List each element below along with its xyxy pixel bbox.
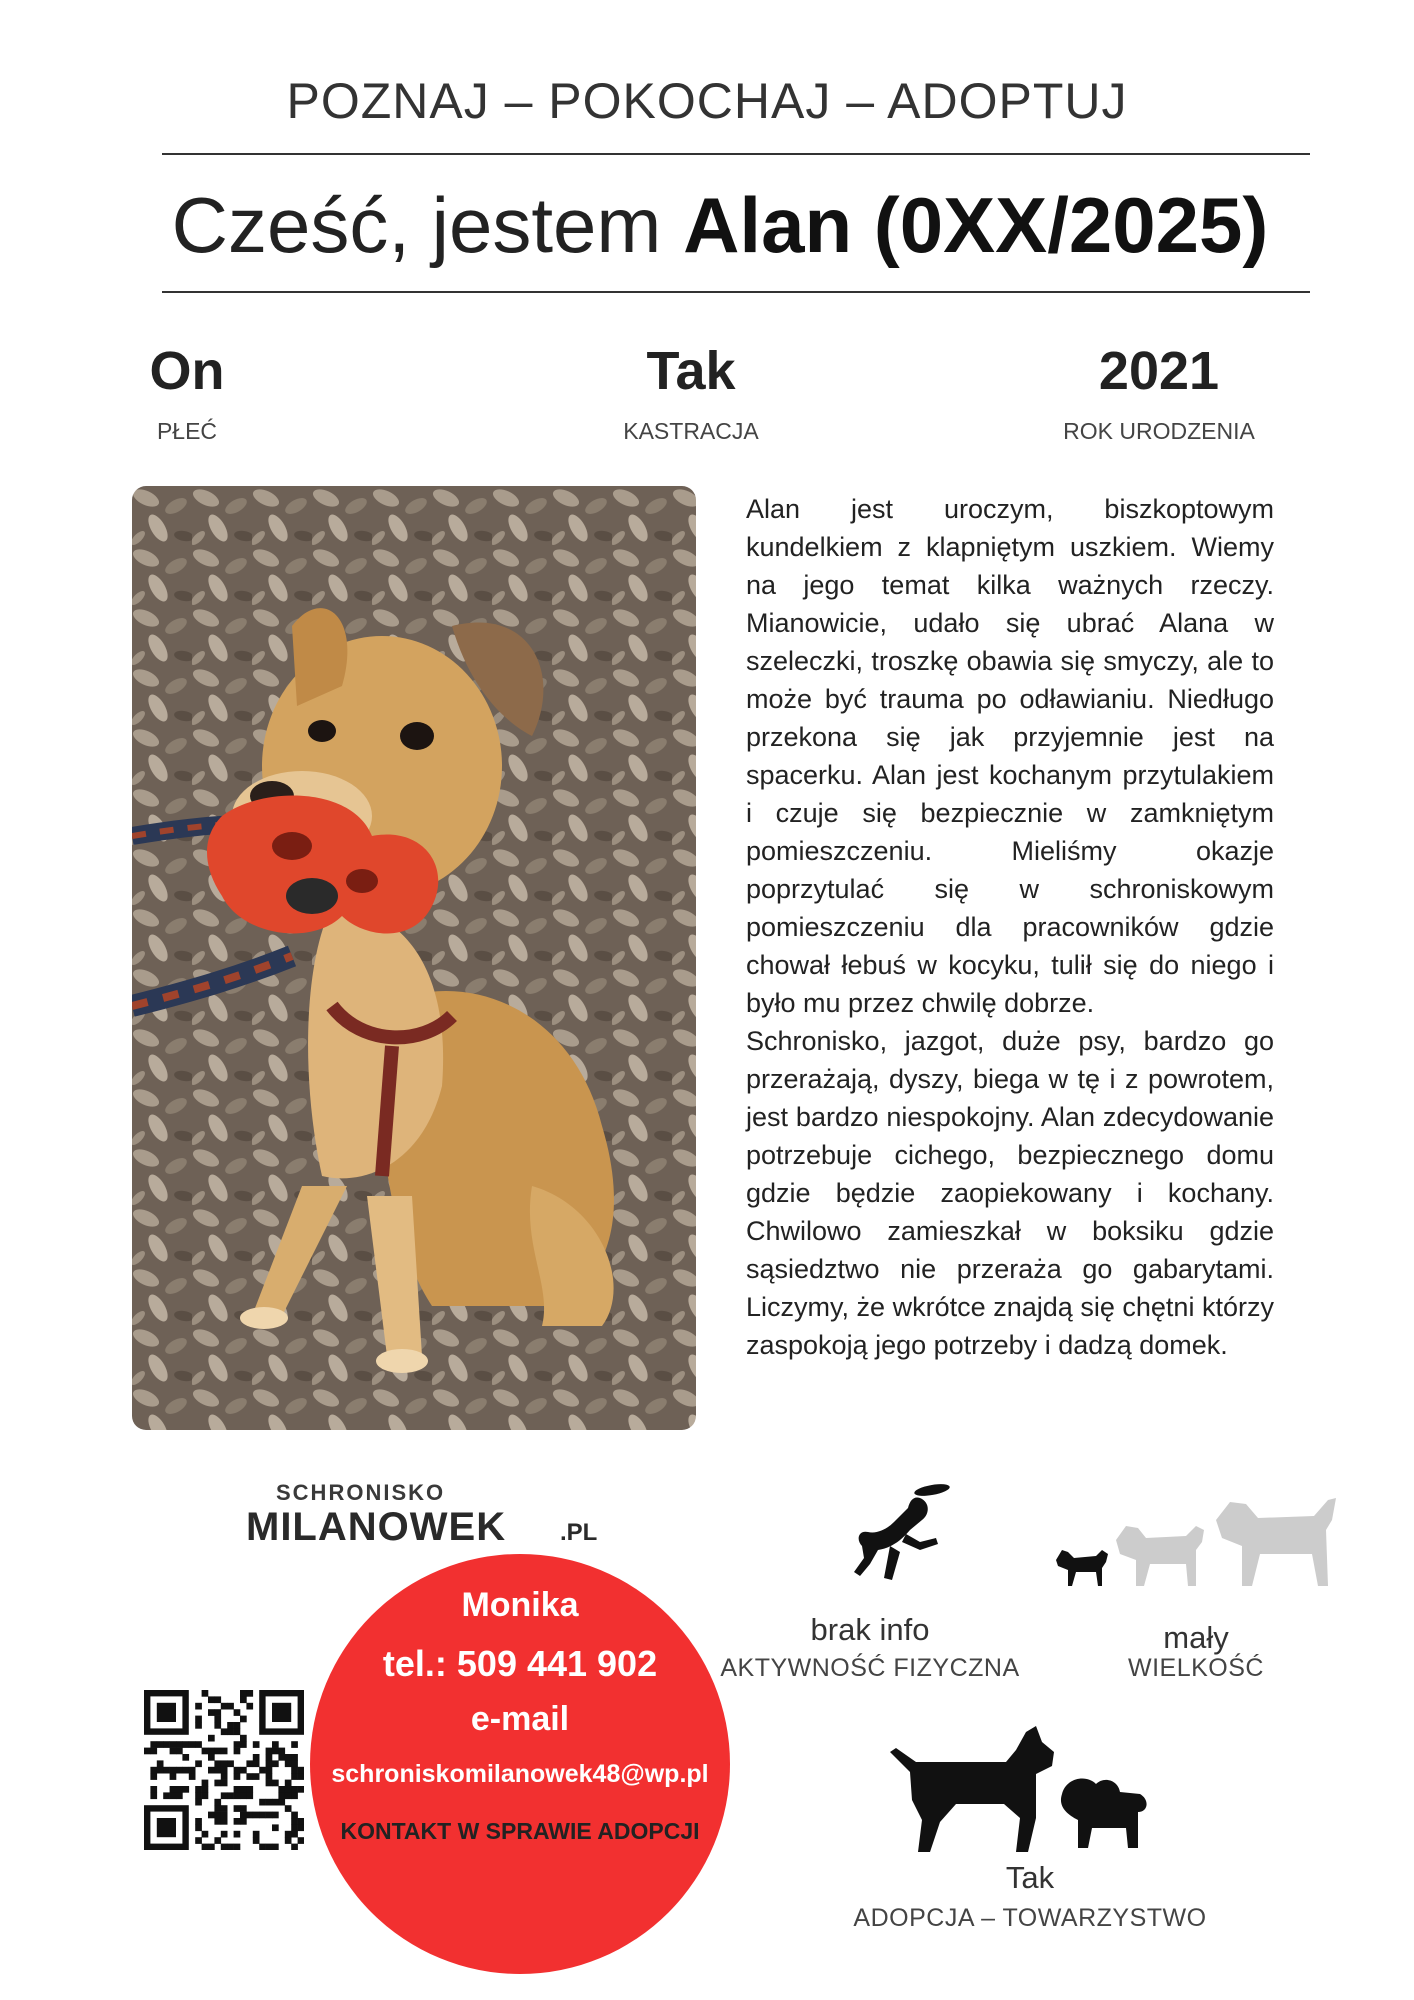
qr-module (266, 1812, 273, 1819)
qr-module (291, 1831, 298, 1838)
qr-module (266, 1767, 273, 1774)
qr-module (189, 1767, 196, 1774)
qr-module (221, 1773, 228, 1780)
qr-module (298, 1786, 304, 1793)
qr-module (278, 1799, 285, 1806)
qr-module (240, 1786, 247, 1793)
qr-module (272, 1844, 279, 1850)
qr-module (150, 1748, 157, 1755)
qr-module (240, 1741, 247, 1748)
qr-finder (157, 1818, 176, 1837)
qr-module (195, 1824, 202, 1831)
qr-module (208, 1767, 215, 1774)
birth-year-value: 2021 (1098, 341, 1220, 401)
qr-module (234, 1741, 241, 1748)
companionship-value: Tak (1005, 1860, 1055, 1895)
qr-module (150, 1786, 157, 1793)
qr-module (182, 1786, 189, 1793)
qr-module (221, 1728, 228, 1735)
qr-module (291, 1741, 298, 1748)
qr-module (246, 1703, 253, 1710)
qr-module (214, 1722, 221, 1729)
qr-module (221, 1760, 228, 1767)
qr-module (291, 1818, 298, 1825)
qr-module (214, 1716, 221, 1723)
qr-module (221, 1831, 228, 1838)
qr-module (253, 1741, 260, 1748)
qr-module (234, 1786, 241, 1793)
qr-module (234, 1792, 241, 1799)
qr-module (246, 1773, 253, 1780)
qr-module (182, 1767, 189, 1774)
qr-module (202, 1844, 209, 1850)
qr-module (298, 1767, 304, 1774)
qr-module (195, 1716, 202, 1723)
qr-module (272, 1748, 279, 1755)
birth-year-label: ROK URODZENIA (1063, 418, 1255, 444)
qr-module (234, 1773, 241, 1780)
qr-module (259, 1812, 266, 1819)
qr-module (291, 1824, 298, 1831)
qr-module (227, 1703, 234, 1710)
qr-module (253, 1760, 260, 1767)
qr-module (291, 1844, 298, 1850)
qr-module (227, 1844, 234, 1850)
qr-module (214, 1805, 221, 1812)
qr-module (272, 1780, 279, 1787)
qr-module (214, 1709, 221, 1716)
qr-module (202, 1780, 209, 1787)
qr-module (266, 1773, 273, 1780)
qr-module (163, 1767, 170, 1774)
qr-module (221, 1805, 228, 1812)
qr-module (266, 1748, 273, 1755)
description-paragraph-2: Schronisko, jazgot, duże psy, bardzo go przerażają, dyszy, biega w tę i z powrotem, jest bardzo niespokojny. Alan zdecydowanie potrzebuje cichego, bezpiecznego domu gdzie będzie zaopiekowany i kochany. Chwilowo zamieszkał w boksiku gdzie sąsiedztwo nie przeraża go gabarytami. Liczymy, że wkrótce znajdą się chętni którzy zaspokoją jego potrzeby i dadzą domek. (746, 1026, 1274, 1360)
qr-module (195, 1760, 202, 1767)
qr-module (195, 1792, 202, 1799)
qr-module (253, 1837, 260, 1844)
adoption-contact-note: KONTAKT W SPRAWIE ADOPCJI (340, 1818, 700, 1844)
qr-module (157, 1767, 164, 1774)
logo-line1: SCHRONISKO (276, 1480, 446, 1505)
qr-module (240, 1818, 247, 1825)
qr-module (291, 1773, 298, 1780)
qr-module (291, 1767, 298, 1774)
qr-module (157, 1741, 164, 1748)
qr-module (202, 1831, 209, 1838)
qr-module (221, 1818, 228, 1825)
companionship-label: ADOPCJA – TOWARZYSTWO (853, 1904, 1207, 1932)
qr-module (285, 1831, 292, 1838)
qr-module (234, 1844, 241, 1850)
qr-module (278, 1786, 285, 1793)
qr-module (266, 1799, 273, 1806)
qr-module (298, 1824, 304, 1831)
qr-module (234, 1722, 241, 1729)
qr-module (259, 1844, 266, 1850)
qr-module (278, 1754, 285, 1761)
qr-module (234, 1767, 241, 1774)
qr-module (208, 1709, 215, 1716)
dog-photo (132, 486, 696, 1430)
qr-module (170, 1767, 177, 1774)
qr-module (298, 1837, 304, 1844)
qr-module (182, 1754, 189, 1761)
top-divider (162, 153, 1310, 155)
castration-value: Tak (646, 341, 736, 401)
qr-module (278, 1748, 285, 1755)
qr-module (163, 1792, 170, 1799)
qr-module (202, 1792, 209, 1799)
qr-module (291, 1812, 298, 1819)
qr-module (266, 1760, 273, 1767)
qr-module (208, 1754, 215, 1761)
logo-line2: MILANOWEK (246, 1505, 507, 1549)
qr-module (246, 1812, 253, 1819)
sex-label: PŁEĆ (156, 418, 218, 444)
qr-module (234, 1831, 241, 1838)
qr-module (208, 1735, 215, 1742)
qr-module (253, 1754, 260, 1761)
qr-module (163, 1741, 170, 1748)
qr-module (208, 1812, 215, 1819)
qr-module (195, 1703, 202, 1710)
qr-module (221, 1792, 228, 1799)
qr-module (246, 1760, 253, 1767)
qr-module (266, 1844, 273, 1850)
qr-module (195, 1799, 202, 1806)
qr-module (214, 1767, 221, 1774)
qr-module (202, 1748, 209, 1755)
qr-module (291, 1754, 298, 1761)
qr-module (234, 1728, 241, 1735)
qr-module (240, 1735, 247, 1742)
qr-module (240, 1690, 247, 1697)
qr-module (246, 1690, 253, 1697)
contact-email[interactable]: schroniskomilanowek48@wp.pl (331, 1760, 709, 1788)
qr-module (291, 1760, 298, 1767)
qr-module (170, 1741, 177, 1748)
qr-module (170, 1773, 177, 1780)
qr-module (202, 1690, 209, 1697)
qr-module (253, 1812, 260, 1819)
qr-module (208, 1748, 215, 1755)
qr-module (227, 1792, 234, 1799)
qr-module (234, 1748, 241, 1755)
qr-module (208, 1844, 215, 1850)
jumping-dog-frisbee-icon (850, 1480, 970, 1600)
qr-module (298, 1818, 304, 1825)
page-title (0, 180, 1414, 271)
qr-module (221, 1748, 228, 1755)
qr-module (285, 1837, 292, 1844)
qr-module (214, 1696, 221, 1703)
qr-module (285, 1792, 292, 1799)
qr-module (150, 1741, 157, 1748)
qr-module (285, 1805, 292, 1812)
qr-module (246, 1786, 253, 1793)
castration-label: KASTRACJA (623, 418, 759, 444)
qr-module (259, 1799, 266, 1806)
description-paragraph-1: Alan jest uroczym, biszkoptowym kundelkiem z klapniętym uszkiem. Wiemy na jego temat kilka ważnych rzeczy. Mianowicie, udało się ubrać Alana w szeleczki, troszkę obawia się smyczy, ale to może być trauma po odławianiu. Niedługo przekona się jak przyjemnie jest na spacerku. Alan jest kochanym przytulakiem i czuje się bezpiecznie w zamkniętym pomieszczeniu. Mieliśmy okazje poprzytulać się w schroniskowym pomieszczeniu dla pracowników gdzie chował łebuś w kocyku, tulił się do niego i było mu przez chwilę dobrze. (746, 494, 1274, 1018)
qr-module (214, 1748, 221, 1755)
qr-module (150, 1767, 157, 1774)
qr-code (144, 1690, 304, 1850)
contact-email-label: e-mail (470, 1700, 570, 1738)
qr-module (266, 1754, 273, 1761)
logo-suffix: .PL (560, 1519, 598, 1546)
qr-module (227, 1760, 234, 1767)
qr-module (214, 1818, 221, 1825)
qr-module (195, 1741, 202, 1748)
qr-module (285, 1786, 292, 1793)
qr-module (182, 1741, 189, 1748)
qr-module (285, 1754, 292, 1761)
qr-module (214, 1799, 221, 1806)
qr-module (240, 1716, 247, 1723)
sex-value: On (149, 341, 225, 401)
qr-module (214, 1760, 221, 1767)
dog-name-id: Alan (0XX/2025) (683, 181, 1269, 269)
qr-module (272, 1760, 279, 1767)
qr-module (234, 1805, 241, 1812)
qr-module (278, 1792, 285, 1799)
activity-label: AKTYWNOŚĆ FIZYCZNA (720, 1654, 1020, 1682)
qr-module (298, 1773, 304, 1780)
greeting-text: Cześć, jestem (171, 181, 684, 269)
qr-module (214, 1780, 221, 1787)
qr-module (285, 1760, 292, 1767)
activity-value: brak info (810, 1612, 930, 1647)
qr-module (253, 1831, 260, 1838)
qr-module (227, 1728, 234, 1735)
shelter-logo (246, 1478, 606, 1550)
qr-module (208, 1696, 215, 1703)
qr-module (150, 1792, 157, 1799)
qr-module (189, 1773, 196, 1780)
qr-module (234, 1818, 241, 1825)
two-dogs-icon (886, 1722, 1150, 1854)
qr-module (214, 1812, 221, 1819)
contact-name: Monika (461, 1586, 579, 1624)
qr-module (221, 1703, 228, 1710)
qr-module (170, 1748, 177, 1755)
qr-module (214, 1837, 221, 1844)
qr-module (202, 1786, 209, 1793)
qr-module (234, 1709, 241, 1716)
qr-module (221, 1812, 228, 1819)
qr-module (221, 1767, 228, 1774)
qr-module (176, 1792, 183, 1799)
qr-module (170, 1786, 177, 1793)
dog-description (746, 490, 1274, 1364)
qr-module (240, 1812, 247, 1819)
qr-module (253, 1773, 260, 1780)
qr-module (291, 1792, 298, 1799)
qr-module (144, 1748, 151, 1755)
qr-module (240, 1792, 247, 1799)
qr-finder (272, 1703, 291, 1722)
qr-module (157, 1760, 164, 1767)
qr-module (176, 1741, 183, 1748)
qr-module (176, 1767, 183, 1774)
qr-module (176, 1748, 183, 1755)
qr-module (227, 1722, 234, 1729)
dog-sizes-icon (1046, 1490, 1356, 1610)
qr-module (176, 1786, 183, 1793)
slogan: POZNAJ – POKOCHAJ – ADOPTUJ (286, 73, 1128, 129)
qr-module (272, 1799, 279, 1806)
qr-module (246, 1792, 253, 1799)
qr-module (195, 1818, 202, 1825)
size-value: mały (1163, 1620, 1229, 1655)
qr-module (189, 1741, 196, 1748)
qr-module (195, 1722, 202, 1729)
qr-module (195, 1837, 202, 1844)
qr-module (240, 1696, 247, 1703)
qr-finder (157, 1703, 176, 1722)
qr-module (195, 1786, 202, 1793)
qr-module (291, 1786, 298, 1793)
qr-module (272, 1812, 279, 1819)
qr-module (240, 1805, 247, 1812)
size-label: WIELKOŚĆ (1128, 1654, 1264, 1682)
qr-module (272, 1824, 279, 1831)
qr-module (259, 1767, 266, 1774)
qr-module (221, 1780, 228, 1787)
qr-module (266, 1780, 273, 1787)
contact-phone[interactable]: tel.: 509 441 902 (382, 1643, 658, 1684)
qr-module (285, 1780, 292, 1787)
bottom-divider (162, 291, 1310, 293)
qr-module (272, 1741, 279, 1748)
qr-module (221, 1844, 228, 1850)
qr-module (150, 1773, 157, 1780)
qr-module (240, 1767, 247, 1774)
qr-module (170, 1792, 177, 1799)
